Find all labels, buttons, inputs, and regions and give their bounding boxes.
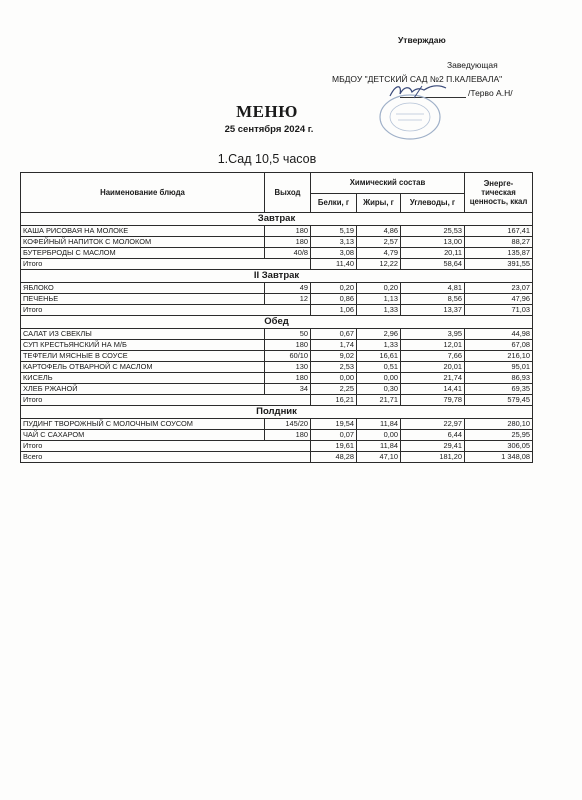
total-protein: 16,21 xyxy=(311,395,357,406)
dish-fat: 11,84 xyxy=(357,419,401,430)
total-carbs: 79,78 xyxy=(401,395,465,406)
dish-energy: 25,95 xyxy=(465,430,533,441)
header-chem: Химический состав xyxy=(311,173,465,194)
dish-protein: 0,00 xyxy=(311,373,357,384)
dish-fat: 0,20 xyxy=(357,283,401,294)
dish-protein: 9,02 xyxy=(311,351,357,362)
dish-fat: 2,96 xyxy=(357,329,401,340)
dish-energy: 23,07 xyxy=(465,283,533,294)
organization-label: МБДОУ "ДЕТСКИЙ САД №2 П.КАЛЕВАЛА" xyxy=(332,74,503,84)
dish-protein: 3,08 xyxy=(311,248,357,259)
dish-energy: 167,41 xyxy=(465,226,533,237)
table-row xyxy=(21,373,533,384)
dish-fat: 4,86 xyxy=(357,226,401,237)
table-row xyxy=(21,362,533,373)
grand-total-row xyxy=(21,452,533,463)
dish-carbs: 20,11 xyxy=(401,248,465,259)
dish-fat: 0,00 xyxy=(357,430,401,441)
dish-output: 12 xyxy=(265,294,311,305)
dish-name: ХЛЕБ РЖАНОЙ xyxy=(21,384,265,395)
section-row xyxy=(21,270,533,283)
dish-energy: 88,27 xyxy=(465,237,533,248)
table-row xyxy=(21,351,533,362)
menu-table-body xyxy=(21,213,533,463)
dish-energy: 86,93 xyxy=(465,373,533,384)
total-carbs: 58,64 xyxy=(401,259,465,270)
total-carbs: 13,37 xyxy=(401,305,465,316)
total-label: Итого xyxy=(21,395,265,406)
dish-protein: 0,07 xyxy=(311,430,357,441)
table-row xyxy=(21,294,533,305)
dish-name: КАША РИСОВАЯ НА МОЛОКЕ xyxy=(21,226,265,237)
dish-protein: 5,19 xyxy=(311,226,357,237)
dish-protein: 0,86 xyxy=(311,294,357,305)
dish-carbs: 20,01 xyxy=(401,362,465,373)
table-row xyxy=(21,283,533,294)
dish-energy: 67,08 xyxy=(465,340,533,351)
dish-fat: 1,33 xyxy=(357,340,401,351)
menu-date: 25 сентября 2024 г. xyxy=(224,124,314,135)
total-blank xyxy=(265,395,311,406)
table-row xyxy=(21,384,533,395)
dish-carbs: 8,56 xyxy=(401,294,465,305)
dish-name: ПЕЧЕНЬЕ xyxy=(21,294,265,305)
total-energy: 579,45 xyxy=(465,395,533,406)
total-protein: 19,61 xyxy=(311,441,357,452)
total-carbs: 29,41 xyxy=(401,441,465,452)
dish-protein: 0,20 xyxy=(311,283,357,294)
total-fat: 21,71 xyxy=(357,395,401,406)
dish-energy: 47,96 xyxy=(465,294,533,305)
dish-energy: 216,10 xyxy=(465,351,533,362)
section-row xyxy=(21,213,533,226)
dish-energy: 280,10 xyxy=(465,419,533,430)
total-label: Итого xyxy=(21,441,265,452)
dish-output: 145/20 xyxy=(265,419,311,430)
total-fat: 11,84 xyxy=(357,441,401,452)
page-title: МЕНЮ xyxy=(236,102,298,121)
dish-carbs: 12,01 xyxy=(401,340,465,351)
dish-carbs: 3,95 xyxy=(401,329,465,340)
total-row xyxy=(21,259,533,270)
header-output: Выход xyxy=(265,173,311,213)
dish-protein: 0,67 xyxy=(311,329,357,340)
grand-total-protein: 48,28 xyxy=(311,452,357,463)
table-row xyxy=(21,237,533,248)
total-label: Итого xyxy=(21,305,265,316)
total-energy: 391,55 xyxy=(465,259,533,270)
dish-output: 180 xyxy=(265,373,311,384)
dish-carbs: 22,97 xyxy=(401,419,465,430)
header-energy: Энерге-тическая ценность, ккал xyxy=(465,173,533,213)
grand-total-fat: 47,10 xyxy=(357,452,401,463)
dish-output: 49 xyxy=(265,283,311,294)
dish-fat: 0,51 xyxy=(357,362,401,373)
section-title: Завтрак xyxy=(21,213,533,226)
dish-fat: 0,00 xyxy=(357,373,401,384)
signature-mark xyxy=(386,80,450,102)
dish-carbs: 25,53 xyxy=(401,226,465,237)
total-row xyxy=(21,395,533,406)
dish-output: 40/8 xyxy=(265,248,311,259)
dish-carbs: 21,74 xyxy=(401,373,465,384)
dish-carbs: 14,41 xyxy=(401,384,465,395)
grand-total-energy: 1 348,08 xyxy=(465,452,533,463)
menu-table xyxy=(20,172,533,463)
section-title: II Завтрак xyxy=(21,270,533,283)
dish-name: ПУДИНГ ТВОРОЖНЫЙ С МОЛОЧНЫМ СОУСОМ xyxy=(21,419,265,430)
section-row xyxy=(21,406,533,419)
approval-block xyxy=(0,0,582,110)
grand-total-blank xyxy=(265,452,311,463)
dish-name: ЯБЛОКО xyxy=(21,283,265,294)
section-title: Обед xyxy=(21,316,533,329)
total-row xyxy=(21,305,533,316)
dish-carbs: 6,44 xyxy=(401,430,465,441)
dish-output: 130 xyxy=(265,362,311,373)
dish-fat: 0,30 xyxy=(357,384,401,395)
position-label: Заведующая xyxy=(447,60,498,70)
grand-total-carbs: 181,20 xyxy=(401,452,465,463)
dish-name: ТЕФТЕЛИ МЯСНЫЕ В СОУСЕ xyxy=(21,351,265,362)
section-row xyxy=(21,316,533,329)
dish-energy: 44,98 xyxy=(465,329,533,340)
table-row xyxy=(21,419,533,430)
dish-fat: 16,61 xyxy=(357,351,401,362)
dish-output: 180 xyxy=(265,430,311,441)
total-blank xyxy=(265,441,311,452)
dish-protein: 2,25 xyxy=(311,384,357,395)
group-label: 1.Сад 10,5 часов xyxy=(217,152,317,166)
dish-energy: 135,87 xyxy=(465,248,533,259)
header-protein: Белки, г xyxy=(311,194,357,213)
total-fat: 1,33 xyxy=(357,305,401,316)
total-blank xyxy=(265,305,311,316)
section-title: Полдник xyxy=(21,406,533,419)
total-protein: 1,06 xyxy=(311,305,357,316)
dish-fat: 1,13 xyxy=(357,294,401,305)
dish-protein: 3,13 xyxy=(311,237,357,248)
dish-output: 180 xyxy=(265,340,311,351)
signatory-label: /Терво А.Н/ xyxy=(468,88,513,98)
dish-name: КОФЕЙНЫЙ НАПИТОК С МОЛОКОМ xyxy=(21,237,265,248)
approve-label: Утверждаю xyxy=(398,35,446,45)
total-blank xyxy=(265,259,311,270)
dish-output: 60/10 xyxy=(265,351,311,362)
dish-energy: 95,01 xyxy=(465,362,533,373)
dish-output: 50 xyxy=(265,329,311,340)
header-fat: Жиры, г xyxy=(357,194,401,213)
total-label: Итого xyxy=(21,259,265,270)
total-protein: 11,40 xyxy=(311,259,357,270)
dish-protein: 1,74 xyxy=(311,340,357,351)
total-row xyxy=(21,441,533,452)
dish-name: КАРТОФЕЛЬ ОТВАРНОЙ С МАСЛОМ xyxy=(21,362,265,373)
dish-name: ЧАЙ С САХАРОМ xyxy=(21,430,265,441)
dish-name: БУТЕРБРОДЫ С МАСЛОМ xyxy=(21,248,265,259)
table-row xyxy=(21,329,533,340)
dish-protein: 19,54 xyxy=(311,419,357,430)
total-fat: 12,22 xyxy=(357,259,401,270)
table-row xyxy=(21,226,533,237)
dish-protein: 2,53 xyxy=(311,362,357,373)
dish-name: САЛАТ ИЗ СВЕКЛЫ xyxy=(21,329,265,340)
dish-carbs: 13,00 xyxy=(401,237,465,248)
dish-output: 180 xyxy=(265,226,311,237)
dish-name: КИСЕЛЬ xyxy=(21,373,265,384)
table-row xyxy=(21,340,533,351)
dish-output: 34 xyxy=(265,384,311,395)
dish-carbs: 4,81 xyxy=(401,283,465,294)
header-name: Наименование блюда xyxy=(21,173,265,213)
dish-energy: 69,35 xyxy=(465,384,533,395)
table-row xyxy=(21,430,533,441)
dish-output: 180 xyxy=(265,237,311,248)
total-energy: 71,03 xyxy=(465,305,533,316)
dish-fat: 2,57 xyxy=(357,237,401,248)
header-carbs: Углеводы, г xyxy=(401,194,465,213)
dish-fat: 4,79 xyxy=(357,248,401,259)
dish-name: СУП КРЕСТЬЯНСКИЙ НА М/Б xyxy=(21,340,265,351)
dish-carbs: 7,66 xyxy=(401,351,465,362)
total-energy: 306,05 xyxy=(465,441,533,452)
grand-total-label: Всего xyxy=(21,452,265,463)
table-row xyxy=(21,248,533,259)
